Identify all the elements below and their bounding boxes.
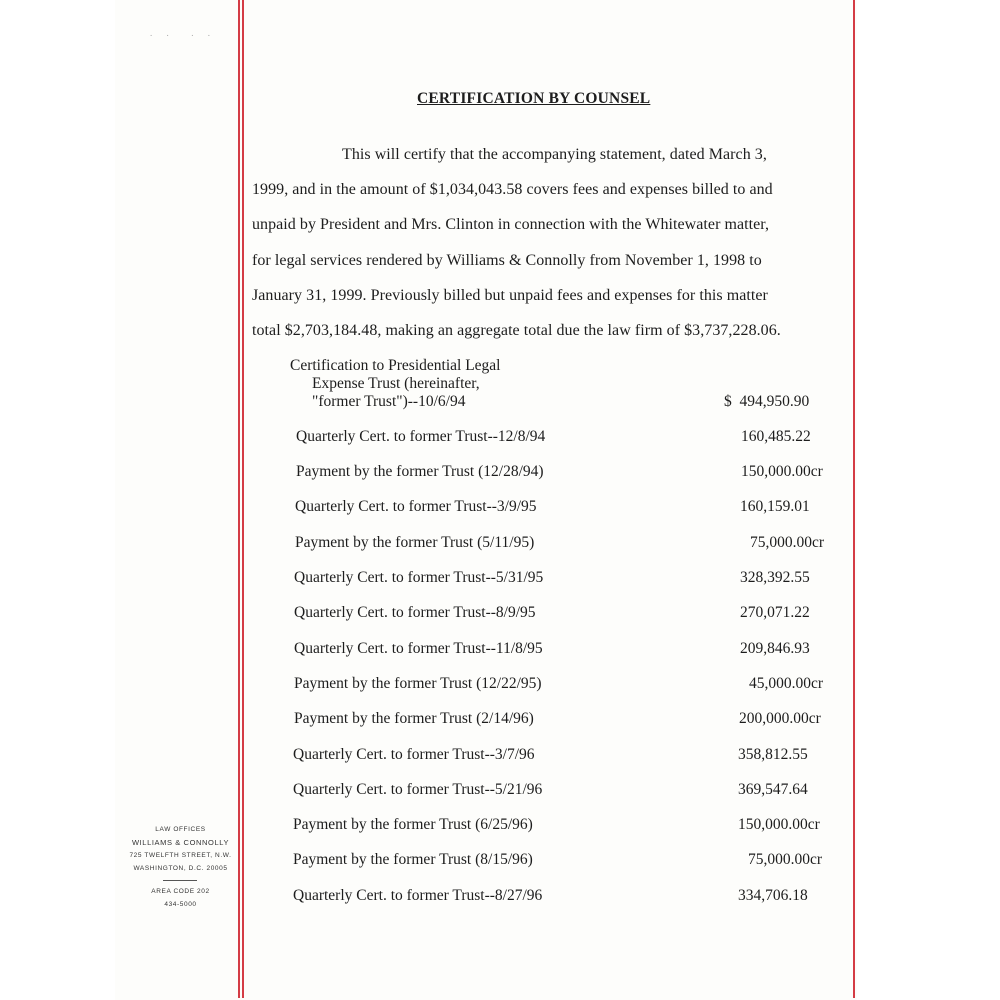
paragraph-line: unpaid by President and Mrs. Clinton in connection with the Whitewater matter, [252, 216, 770, 233]
entry-label-line: Certification to Presidential Legal [290, 357, 501, 374]
entry-label: Payment by the former Trust (5/11/95) [295, 534, 535, 551]
left-margin-rule-2 [242, 0, 244, 998]
entry-amount: 209,846.93 [740, 640, 810, 657]
entry-label: Quarterly Cert. to former Trust--8/27/96 [293, 887, 543, 904]
entry-label-first [290, 357, 500, 411]
entry-label: Payment by the former Trust (12/22/95) [294, 675, 542, 692]
letterhead-firm: WILLIAMS & CONNOLLY [131, 838, 230, 847]
entry-amount: 75,000.00cr [750, 534, 825, 551]
entry-amount: 150,000.00cr [741, 463, 823, 480]
entry-amount: 45,000.00cr [749, 675, 824, 692]
right-margin-rule [853, 0, 855, 998]
document-title: CERTIFICATION BY COUNSEL [417, 90, 651, 107]
left-margin-rule-1 [238, 0, 240, 998]
paragraph-line: for legal services rendered by Williams & Connolly from November 1, 1998 to [252, 252, 762, 269]
paragraph-line: 1999, and in the amount of $1,034,043.58 covers fees and expenses billed to and [252, 181, 773, 198]
entry-label: Payment by the former Trust (6/25/96) [293, 816, 533, 833]
entry-label: Payment by the former Trust (2/14/96) [294, 710, 534, 727]
entry-label: Quarterly Cert. to former Trust--3/9/95 [295, 498, 537, 515]
letterhead-phone: 434-5000 [164, 901, 197, 908]
entry-amount: 160,485.22 [741, 428, 811, 445]
entry-amount: 150,000.00cr [738, 816, 820, 833]
paragraph-line: This will certify that the accompanying statement, dated March 3, [342, 146, 767, 163]
entry-amount: 334,706.18 [738, 887, 808, 904]
entry-label: Quarterly Cert. to former Trust--8/9/95 [294, 604, 536, 621]
letterhead-city: WASHINGTON, D.C. 20005 [133, 865, 228, 872]
letterhead-law-offices: LAW OFFICES [155, 826, 206, 833]
entry-amount: 328,392.55 [740, 569, 810, 586]
entry-label-line: Expense Trust (hereinafter, [312, 375, 480, 392]
entry-amount: 160,159.01 [740, 498, 810, 515]
entry-label: Quarterly Cert. to former Trust--5/21/96 [293, 781, 543, 798]
entry-amount: 369,547.64 [738, 781, 808, 798]
entry-amount-first: $ 494,950.90 [724, 393, 810, 410]
entry-label: Quarterly Cert. to former Trust--3/7/96 [293, 746, 535, 763]
paragraph-line: total $2,703,184.48, making an aggregate total due the law firm of $3,737,228.06. [252, 322, 781, 339]
entry-amount: 270,071.22 [740, 604, 810, 621]
entry-label-line: "former Trust")--10/6/94 [312, 393, 466, 410]
entry-label: Quarterly Cert. to former Trust--12/8/94 [296, 428, 546, 445]
letterhead-street: 725 TWELFTH STREET, N.W. [129, 852, 232, 859]
entry-label: Quarterly Cert. to former Trust--11/8/95 [294, 640, 543, 657]
entry-amount: 200,000.00cr [739, 710, 821, 727]
entry-amount: 75,000.00cr [748, 851, 823, 868]
paragraph-line: January 31, 1999. Previously billed but unpaid fees and expenses for this matter [252, 287, 768, 304]
entry-label: Payment by the former Trust (12/28/94) [296, 463, 544, 480]
letterhead-area-code: AREA CODE 202 [151, 888, 210, 895]
scan-speck: . . . . [150, 28, 216, 38]
letterhead-divider [163, 880, 197, 881]
entry-label: Payment by the former Trust (8/15/96) [293, 851, 533, 868]
entry-amount: 358,812.55 [738, 746, 808, 763]
entry-label: Quarterly Cert. to former Trust--5/31/95 [294, 569, 544, 586]
